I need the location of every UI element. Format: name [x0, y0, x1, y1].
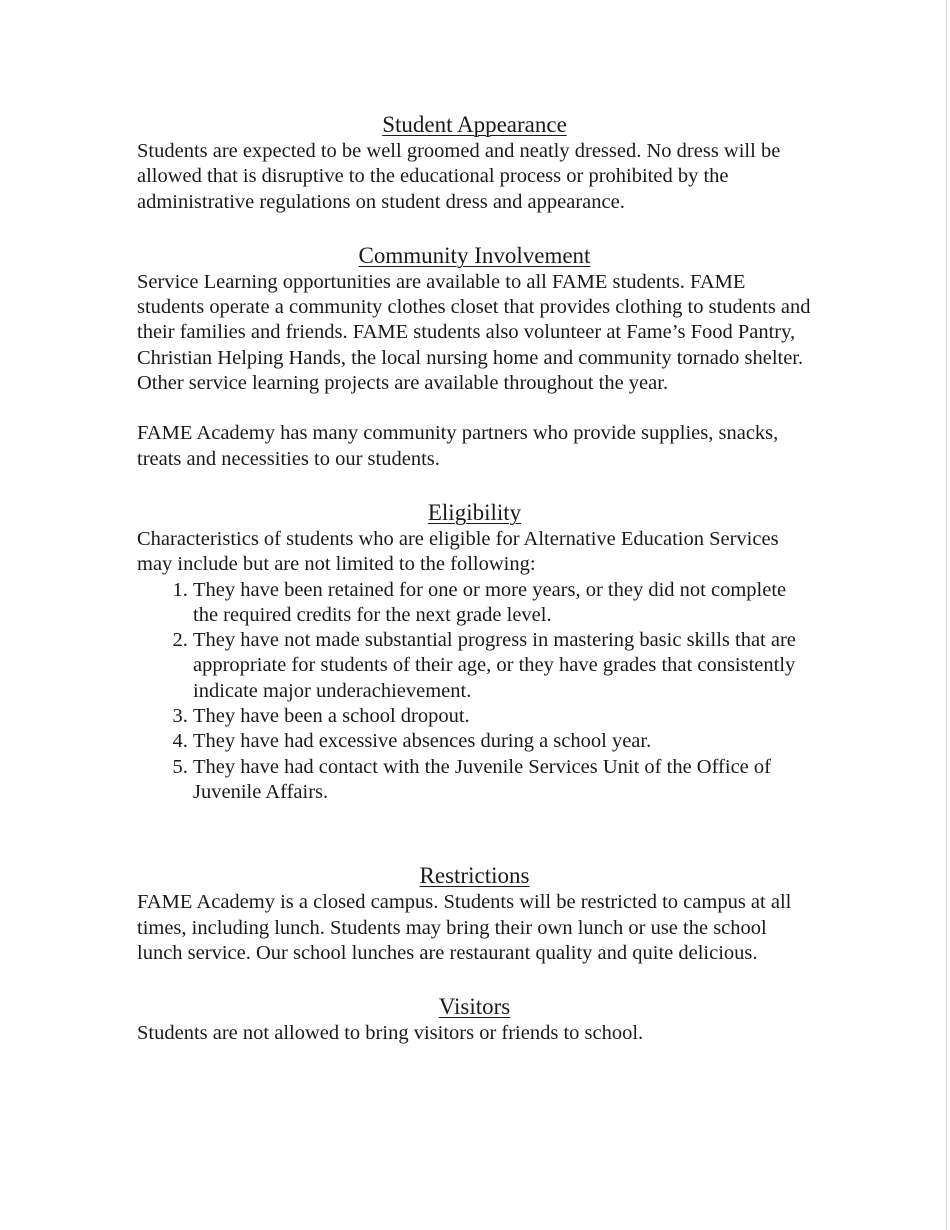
eligibility-heading: Eligibility — [427, 499, 522, 525]
eligibility-list-item: 4. They have had excessive absences during a school year. — [193, 729, 812, 754]
restrictions-heading: Restrictions — [419, 863, 530, 889]
community-involvement-heading: Community Involvement — [358, 242, 591, 268]
community-involvement-text: Service Learning opportunities are available to all FAME students. FAME students operate a community clothes closet that provides clothing to students and their families and friends. FAME students also volunteer at Fame’s Food Pantry, Christian Helping Hands, the local nursing home and community tornado shelter. Other service learning projects are available throughout the year. — [137, 270, 811, 395]
section-community-involvement — [137, 242, 812, 472]
section-visitors — [137, 993, 812, 1046]
scan-edge-line — [946, 0, 947, 1230]
section-restrictions — [137, 862, 812, 966]
restrictions-text: FAME Academy is a closed campus. Students will be restricted to campus at all times, including lunch. Students may bring their own lunch or use the school lunch service. Our school lunches are restaurant quality and quite delicious. — [137, 891, 792, 964]
eligibility-list-item: 1. They have been retained for one or more years, or they did not complete the required credits for the next grade level. — [193, 578, 812, 629]
eligibility-intro: Characteristics of students who are eligible for Alternative Education Services may include but are not limited to the following: — [137, 527, 779, 576]
community-partners-text: FAME Academy has many community partners who provide supplies, snacks, treats and necessities to our students. — [137, 422, 779, 470]
eligibility-list — [137, 578, 812, 806]
eligibility-list-item: 5. They have had contact with the Juvenile Services Unit of the Office of Juvenile Affairs. — [193, 755, 812, 806]
eligibility-list-item: 2. They have not made substantial progress in mastering basic skills that are appropriate for students of their age, or they have grades that consistently indicate major underachievement. — [193, 628, 812, 704]
section-eligibility — [137, 499, 812, 805]
section-student-appearance — [137, 111, 812, 215]
student-appearance-heading: Student Appearance — [382, 112, 567, 137]
visitors-text: Students are not allowed to bring visitors or friends to school. — [137, 1022, 644, 1045]
student-appearance-text: Students are expected to be well groomed and neatly dressed. No dress will be allowed that is disruptive to the educational process or prohibited by the administrative regulations on student dress and appearance. — [137, 140, 781, 213]
eligibility-list-item: 3. They have been a school dropout. — [193, 704, 812, 729]
document-content — [137, 111, 812, 1046]
visitors-heading: Visitors — [438, 994, 511, 1020]
